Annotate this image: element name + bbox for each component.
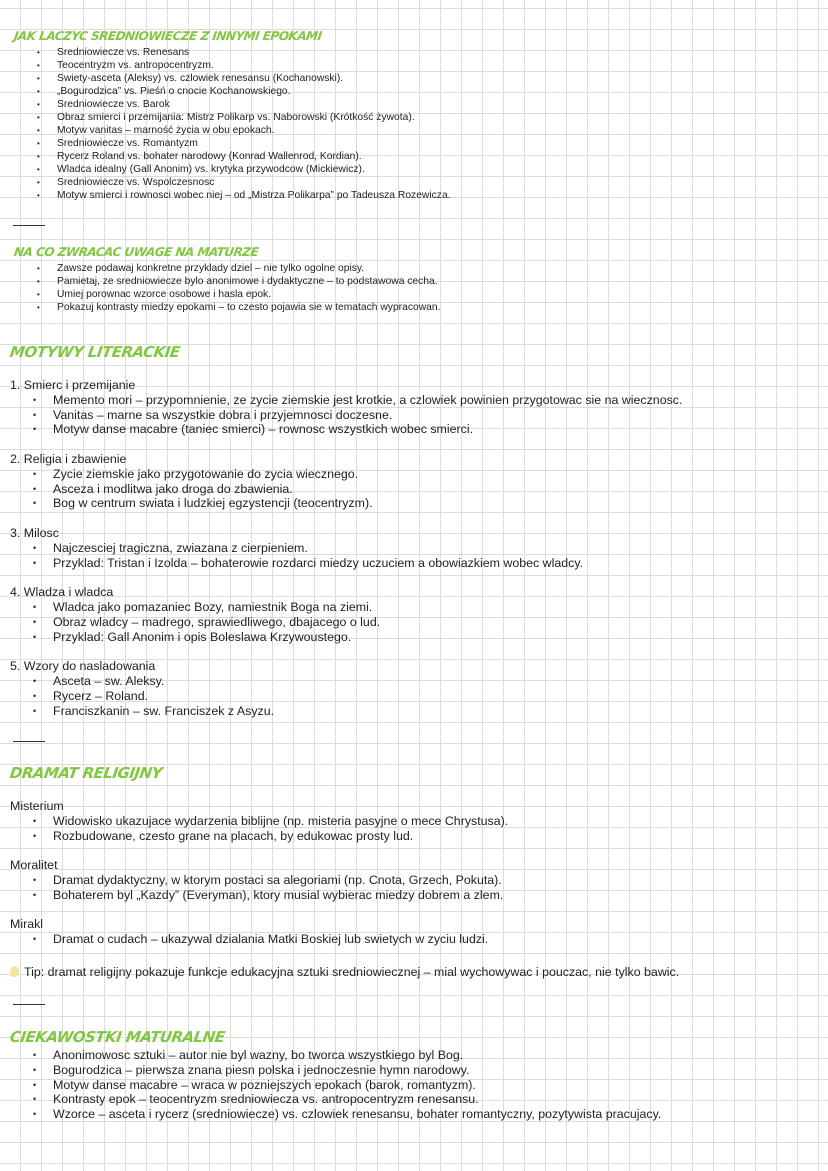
group-title: 1. Smierc i przemijanie xyxy=(10,378,136,392)
list-item: • Asceza i modlitwa jako droga do zbawienia. xyxy=(31,482,373,497)
list-item: • Memento mori – przypomnienie, ze zycie ziemskie jest krotkie, a czlowiek powinien przygotowac sie na wiecznosc. xyxy=(31,393,682,408)
list-item: • Motyw danse macabre (taniec smierci) – rownosc wszystkich wobec smierci. xyxy=(31,422,682,437)
group-title: Moralitet xyxy=(10,858,58,873)
group-list xyxy=(31,932,488,947)
list-item: • Kontrasty epok – teocentryzm sredniowiecza vs. antropocentryzm renesansu. xyxy=(31,1092,661,1107)
list-item: • Motyw smierci i rownosci wobec niej – od „Mistrza Polikarpa” po Tadeusza Rozewicza. xyxy=(37,189,451,202)
list-item: • Wladca jako pomazaniec Bozy, namiestnik Boga na ziemi. xyxy=(31,600,380,615)
list-item: • Sredniowiecze vs. Barok xyxy=(37,98,451,111)
group-list xyxy=(31,393,682,437)
list-item: • Widowisko ukazujace wydarzenia biblijne (np. misteria pasyjne o mece Chrystusa). xyxy=(31,814,508,829)
list-item: • Rozbudowane, czesto grane na placach, by edukowac prosty lud. xyxy=(31,829,508,844)
list-item: • Sredniowiecze vs. Wspolczesnosc xyxy=(37,176,451,189)
group-list xyxy=(31,814,508,844)
list-item: • Pamietaj, ze sredniowiecze bylo anonimowe i dydaktyczne – to podstawowa cecha. xyxy=(37,275,440,288)
group-title: 5. Wzory do nasladowania xyxy=(10,659,156,674)
list-item: • Swiety-asceta (Aleksy) vs. czlowiek renesansu (Kochanowski). xyxy=(37,72,451,85)
list-item: • „Bogurodzica” vs. Pieśń o cnocie Kochanowskiego. xyxy=(37,85,451,98)
group-title: Misterium xyxy=(10,799,64,813)
list-item: • Dramat o cudach – ukazywal dzialania Matki Boskiej lub swietych w zyciu ludzi. xyxy=(31,932,488,947)
list-item: • Asceta – sw. Aleksy. xyxy=(31,674,274,689)
list-item: • Bog w centrum swiata i ludzkiej egzystencji (teocentryzm). xyxy=(31,496,373,511)
list-epoki xyxy=(37,46,451,202)
divider xyxy=(13,741,45,742)
list-item: • Zawsze podawaj konkretne przyklady dziel – nie tylko ogolne opisy. xyxy=(37,262,440,275)
list-item: • Rycerz – Roland. xyxy=(31,689,274,704)
list-item: • Wladca idealny (Gall Anonim) vs. krytyka przywodcow (Mickiewicz). xyxy=(37,163,451,176)
list-item: • Bogurodzica – pierwsza znana piesn polska i jednoczesnie hymn narodowy. xyxy=(31,1063,661,1078)
list-item: • Sredniowiecze vs. Romantyzm xyxy=(37,137,451,150)
list-item: • Motyw vanitas – marność życia w obu epokach. xyxy=(37,124,451,137)
list-item: • Najczesciej tragiczna, zwiazana z cierpieniem. xyxy=(31,541,583,556)
list-item: • Obraz wladcy – madrego, sprawiedliwego, dbajacego o lud. xyxy=(31,615,380,630)
list-item: • Przyklad: Gall Anonim i opis Boleslawa Krzywoustego. xyxy=(31,630,380,645)
list-item: • Wzorce – asceta i rycerz (sredniowiecze) vs. czlowiek renesansu, bohater romantyczny, pozytywista pracujacy. xyxy=(31,1107,661,1122)
list-item: • Anonimowosc sztuki – autor nie byl wazny, bo tworca wszystkiego byl Bog. xyxy=(31,1048,661,1063)
group-title: 2. Religia i zbawienie xyxy=(10,452,127,466)
tip-note xyxy=(10,965,679,979)
group-title: 3. Milosc xyxy=(10,526,59,540)
list-ciekawostki xyxy=(31,1048,661,1122)
group-list xyxy=(31,541,583,571)
lightbulb-icon xyxy=(10,966,19,977)
heading-epoki: JAK LACZYC SREDNIOWIECZE Z INNYMI EPOKAMI xyxy=(13,29,323,43)
list-item: • Przyklad: Tristan i Izolda – bohaterowie rozdarci miedzy uczuciem a obowiazkiem wobec wladcy. xyxy=(31,556,583,571)
list-item: • Vanitas – marne sa wszystkie dobra i przyjemnosci doczesne. xyxy=(31,408,682,423)
list-item: • Obraz smierci i przemijania: Mistrz Polikarp vs. Naborowski (Krótkość żywota). xyxy=(37,111,451,124)
group-list xyxy=(31,467,373,511)
heading-matura: NA CO ZWRACAC UWAGE NA MATURZE xyxy=(13,245,260,259)
list-item: • Franciszkanin – sw. Franciszek z Asyzu. xyxy=(31,704,274,719)
group-list xyxy=(31,674,274,718)
list-item: • Sredniowiecze vs. Renesans xyxy=(37,46,451,59)
heading-motywy: MOTYWY LITERACKIE xyxy=(8,343,181,361)
list-item: • Motyw danse macabre – wraca w pozniejszych epokach (barok, romantyzm). xyxy=(31,1078,661,1093)
list-item: • Pokazuj kontrasty miedzy epokami – to czesto pojawia sie w tematach wypracowan. xyxy=(37,301,440,314)
list-item: • Dramat dydaktyczny, w ktorym postaci sa alegoriami (np. Cnota, Grzech, Pokuta). xyxy=(31,873,503,888)
group-list xyxy=(31,873,503,903)
list-item: • Zycie ziemskie jako przygotowanie do zycia wiecznego. xyxy=(31,467,373,482)
heading-ciekawostki: CIEKAWOSTKI MATURALNE xyxy=(8,1028,226,1046)
list-matura xyxy=(37,262,440,314)
group-list xyxy=(31,600,380,644)
tip-text: Tip: dramat religijny pokazuje funkcje edukacyjna sztuki sredniowiecznej – mial wychowywac i pouczac, nie tylko bawic. xyxy=(24,965,680,979)
divider xyxy=(13,225,45,226)
list-item: • Rycerz Roland vs. bohater narodowy (Konrad Wallenrod, Kordian). xyxy=(37,150,451,163)
list-item: • Bohaterem byl „Kazdy” (Everyman), ktory musial wybierac miedzy dobrem a zlem. xyxy=(31,888,503,903)
group-title: 4. Wladza i wladca xyxy=(10,585,114,600)
list-item: • Umiej porownac wzorce osobowe i hasla epok. xyxy=(37,288,440,301)
list-item: • Teocentryzm vs. antropocentryzm. xyxy=(37,59,451,72)
group-title: Mirakl xyxy=(10,917,44,932)
divider xyxy=(13,1004,45,1005)
heading-dramat: DRAMAT RELIGIJNY xyxy=(8,764,164,782)
